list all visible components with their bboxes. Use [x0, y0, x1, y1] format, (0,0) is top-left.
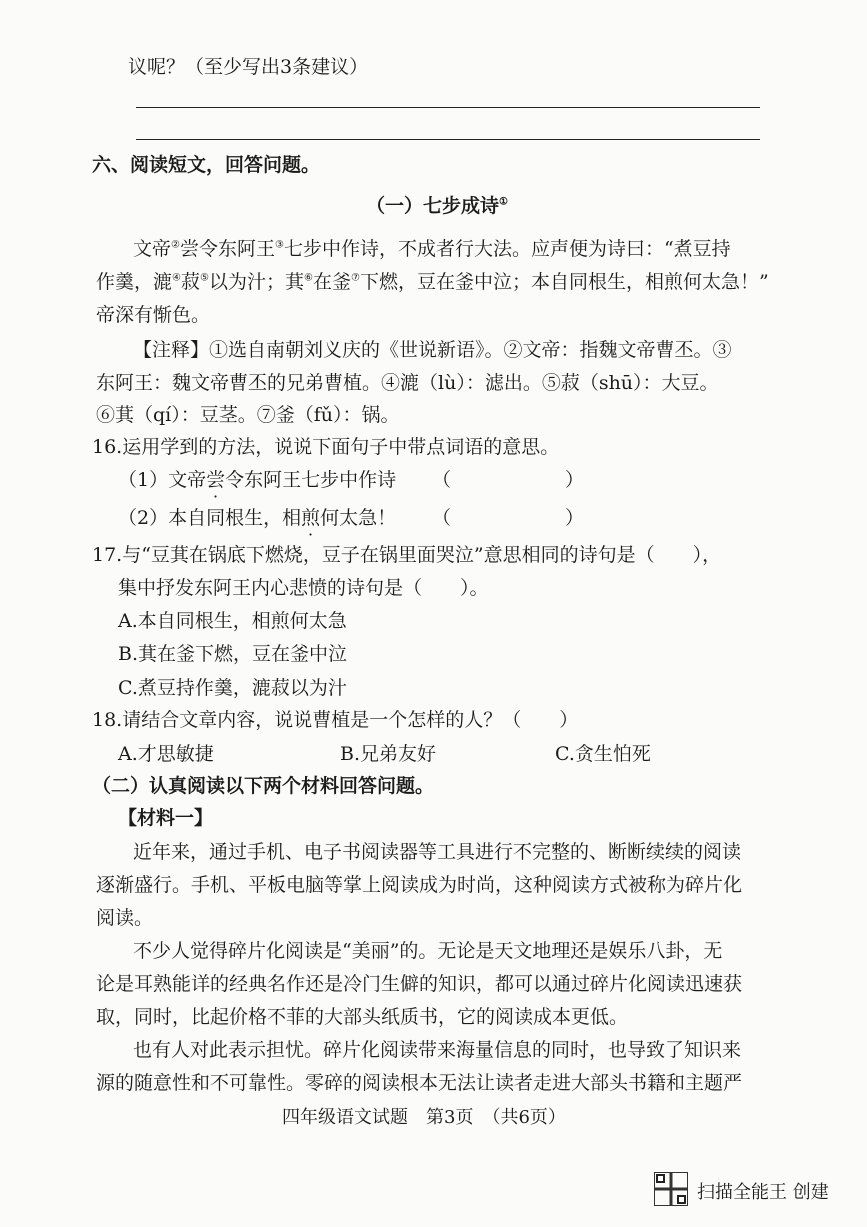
question-16: 16.运用学到的方法，说说下面句子中带点词语的意思。 — [92, 436, 560, 458]
option-c: C.贪生怕死 — [555, 743, 651, 765]
section-heading: 六、阅读短文，回答问题。 — [92, 154, 321, 176]
passage-line: 也有人对此表示担忧。碎片化阅读带来海量信息的同时，也导致了知识来 — [133, 1039, 742, 1061]
option-a: A.才思敏捷 — [118, 743, 214, 765]
material-label: 【材料一】 — [118, 807, 214, 829]
option-a: A.本自同根生，相煎何太急 — [118, 610, 347, 632]
option-b: B.萁在釜下燃，豆在釜中泣 — [118, 643, 348, 665]
passage-line: 源的随意性和不可靠性。零碎的阅读根本无法让读者走进大部头书籍和主题严 — [96, 1072, 743, 1094]
option-b: B.兄弟友好 — [340, 743, 437, 765]
passage-line: 文帝②尝令东阿王③七步中作诗，不成者行大法。应声便为诗曰：“煮豆持 — [133, 238, 731, 260]
scanner-watermark: 扫描全能王 创建 — [697, 1182, 829, 1203]
qr-code-icon — [654, 1172, 688, 1206]
passage-line: 取，同时，比起价格不菲的大部头纸质书，它的阅读成本更低。 — [96, 1006, 629, 1028]
annotation-line: 【注释】①选自南朝刘义庆的《世说新语》。②文帝：指魏文帝曹丕。③ — [133, 339, 732, 361]
question-16-item-2: （2）本自同根生，相煎何太急！ — [118, 507, 397, 529]
annotation-line: ⑥萁（qí）：豆茎。⑦釜（fǔ）：锅。 — [96, 404, 400, 426]
question-16-item-1: （1）文帝尝令东阿王七步中作诗 — [118, 469, 397, 491]
question-17-line-2: 集中抒发东阿王内心悲愤的诗句是（ ）。 — [118, 577, 489, 599]
page-footer: 四年级语文试题 第3页 （共6页） — [282, 1107, 566, 1128]
question-continuation: 议呢？（至少写出3条建议） — [128, 56, 369, 78]
annotation-line: 东阿王：魏文帝曹丕的兄弟曹植。④漉（lù）：滤出。⑤菽（shū）：大豆。 — [96, 372, 719, 394]
question-18: 18.请结合文章内容，说说曹植是一个怎样的人？（ ） — [92, 709, 579, 731]
answer-blank[interactable]: （ ） — [432, 469, 585, 491]
passage-line: 论是耳熟能详的经典名作还是冷门生僻的知识，都可以通过碎片化阅读迅速获 — [96, 973, 743, 995]
passage-line: 逐渐盛行。手机、平板电脑等掌上阅读成为时尚，这种阅读方式被称为碎片化 — [96, 874, 743, 896]
question-17: 17.与“豆萁在锅底下燃烧，豆子在锅里面哭泣”意思相同的诗句是（ ）， — [92, 544, 722, 566]
answer-blank[interactable]: （ ） — [432, 507, 585, 529]
passage-line: 阅读。 — [96, 907, 154, 929]
passage-title: （一）七步成诗① — [366, 195, 508, 217]
passage-line: 近年来，通过手机、电子书阅读器等工具进行不完整的、断断续续的阅读 — [133, 841, 742, 863]
answer-line — [136, 107, 760, 108]
answer-line — [136, 139, 760, 140]
option-c: C.煮豆持作羹，漉菽以为汁 — [118, 677, 347, 699]
passage-title: （二）认真阅读以下两个材料回答问题。 — [92, 775, 435, 797]
passage-line: 不少人觉得碎片化阅读是“美丽”的。无论是天文地理还是娱乐八卦，无 — [133, 940, 723, 962]
passage-line: 帝深有惭色。 — [96, 304, 211, 326]
passage-line: 作羹，漉④菽⑤以为汁；萁⑥在釜⑦下燃，豆在釜中泣；本自同根生，相煎何太急！” — [96, 271, 769, 293]
